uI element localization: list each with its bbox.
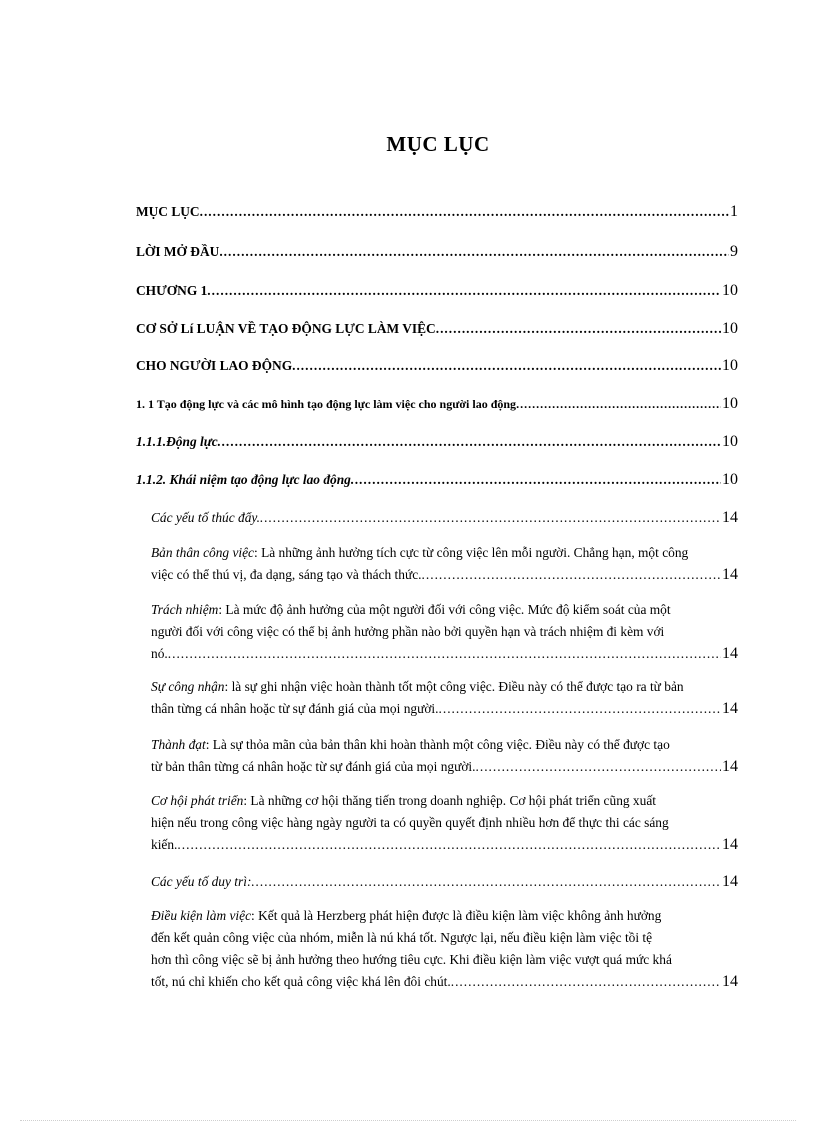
toc-page-number: 14 <box>722 758 738 775</box>
toc-description-end: từ bản thân từng cá nhân hoặc từ sự đánh giá của mọi người. ..... <box>151 756 721 778</box>
toc-entry-cac-yeu-to-thuc-day[interactable] <box>151 507 738 529</box>
toc-entry-thanh-dat[interactable] <box>151 734 738 778</box>
toc-description: : Kết quả là Herzberg phát hiện được là điều kiện làm việc không ảnh hưởng <box>251 908 662 923</box>
toc-entry-text: 1.1.1.Động lực ..... <box>136 434 721 450</box>
toc-description-end: nó. ..... <box>151 643 721 665</box>
toc-entry-text: CƠ SỞ Lí LUẬN VỀ TẠO ĐỘNG LỰC LÀM VIỆC ..... <box>136 321 721 337</box>
toc-page-number: 10 <box>722 395 738 412</box>
toc-description-cont: hơn thì công việc sẽ bị ảnh hưởng theo hướng tiêu cực. Khi điều kiện làm việc vượt quá mức khá <box>151 952 672 967</box>
toc-page-number: 10 <box>722 320 738 337</box>
toc-entry-text: Các yếu tố thúc đẩy. ..... <box>151 507 721 529</box>
toc-page-number: 10 <box>722 433 738 450</box>
toc-term: Trách nhiệm <box>151 602 219 617</box>
toc-description: : Là những cơ hội thăng tiến trong doanh nghiệp. Cơ hội phát triển cũng xuất <box>243 793 656 808</box>
toc-page-number: 10 <box>722 357 738 374</box>
toc-description-end: việc có thể thú vị, đa dạng, sáng tạo và thách thức. ..... <box>151 564 721 586</box>
toc-page-number: 14 <box>722 645 738 662</box>
toc-page-number: 9 <box>730 243 738 260</box>
toc-description-end: tốt, nú chỉ khiến cho kết quả công việc khá lên đôi chút. ..... <box>151 971 721 993</box>
toc-entry-text: CHƯƠNG 1 ..... <box>136 283 721 299</box>
toc-entry-cac-yeu-to-duy-tri[interactable] <box>151 871 738 893</box>
toc-description-cont: đến kết quản công việc của nhóm, miễn là nú khá tốt. Ngược lại, nếu điều kiện làm việc tồi tệ <box>151 930 653 945</box>
toc-entry-muc-luc[interactable] <box>136 203 738 221</box>
toc-description-end: thân từng cá nhân hoặc từ sự đánh giá của mọi người. ..... <box>151 698 721 720</box>
toc-page-number: 14 <box>722 566 738 583</box>
page-title: MỤC LỤC <box>386 132 490 156</box>
toc-entry-text: LỜI MỞ ĐẦU ..... <box>136 244 729 260</box>
toc-entry-1-1-2[interactable] <box>136 471 738 489</box>
toc-description: : Là mức độ ảnh hưởng của một người đối với công việc. Mức độ kiểm soát của một <box>218 602 671 617</box>
toc-term: Thành đạt <box>151 737 206 752</box>
toc-description-end: kiến. ..... <box>151 834 721 856</box>
toc-entry-1-1[interactable] <box>136 395 738 413</box>
toc-entry-text: CHO NGƯỜI LAO ĐỘNG ..... <box>136 358 721 374</box>
toc-entry-text: MỤC LỤC ..... <box>136 204 729 220</box>
toc-description: : là sự ghi nhận việc hoàn thành tốt một công việc. Điều này có thể được tạo ra từ bản <box>224 679 684 694</box>
toc-entry-chuong-1[interactable] <box>136 282 738 300</box>
toc-entry-text: Các yếu tố duy trì: ..... <box>151 871 721 893</box>
toc-term: Điều kiện làm việc <box>151 908 252 923</box>
toc-term: Cơ hội phát triển <box>151 793 244 808</box>
toc-page-number: 14 <box>722 700 738 717</box>
toc-entry-dieu-kien-lam-viec[interactable] <box>151 905 738 993</box>
page-footer-divider <box>20 1120 796 1121</box>
toc-entry-loi-mo-dau[interactable] <box>136 243 738 261</box>
toc-description-cont: người đối với công việc có thể bị ảnh hưởng phần nào bởi quyền hạn và trách nhiệm đi kèm với <box>151 624 665 639</box>
toc-page-number: 14 <box>722 973 738 990</box>
toc-page-number: 14 <box>722 873 738 890</box>
toc-description-cont: hiện nếu trong công việc hàng ngày người ta có quyền quyết định nhiều hơn để thực thi các sáng <box>151 815 669 830</box>
toc-entry-cho-nguoi-lao-dong[interactable] <box>136 357 738 375</box>
toc-page-number: 10 <box>722 471 738 488</box>
toc-description: : Là những ảnh hưởng tích cực từ công việc lên mỗi người. Chẳng hạn, một công <box>254 545 689 560</box>
toc-entry-co-so-li-luan[interactable] <box>136 320 738 338</box>
toc-page-number: 10 <box>722 282 738 299</box>
toc-entry-ban-than-cong-viec[interactable] <box>151 542 738 586</box>
toc-entry-co-hoi-phat-trien[interactable] <box>151 790 738 856</box>
toc-entry-text: 1.1.2. Khái niệm tạo động lực lao động ..... <box>136 472 721 488</box>
toc-description: : Là sự thỏa mãn của bản thân khi hoàn thành một công việc. Điều này có thể được tạo <box>205 737 670 752</box>
toc-page-number: 14 <box>722 509 738 526</box>
toc-term: Sự công nhận <box>151 679 225 694</box>
toc-entry-1-1-1[interactable] <box>136 433 738 451</box>
toc-entry-su-cong-nhan[interactable] <box>151 676 738 720</box>
toc-entry-trach-nhiem[interactable] <box>151 599 738 665</box>
toc-page-number: 1 <box>730 203 738 220</box>
toc-entry-text: 1. 1 Tạo động lực và các mô hình tạo động lực làm việc cho người lao động ..... <box>136 397 721 412</box>
toc-page-number: 14 <box>722 836 738 853</box>
toc-term: Bản thân công việc <box>151 545 254 560</box>
